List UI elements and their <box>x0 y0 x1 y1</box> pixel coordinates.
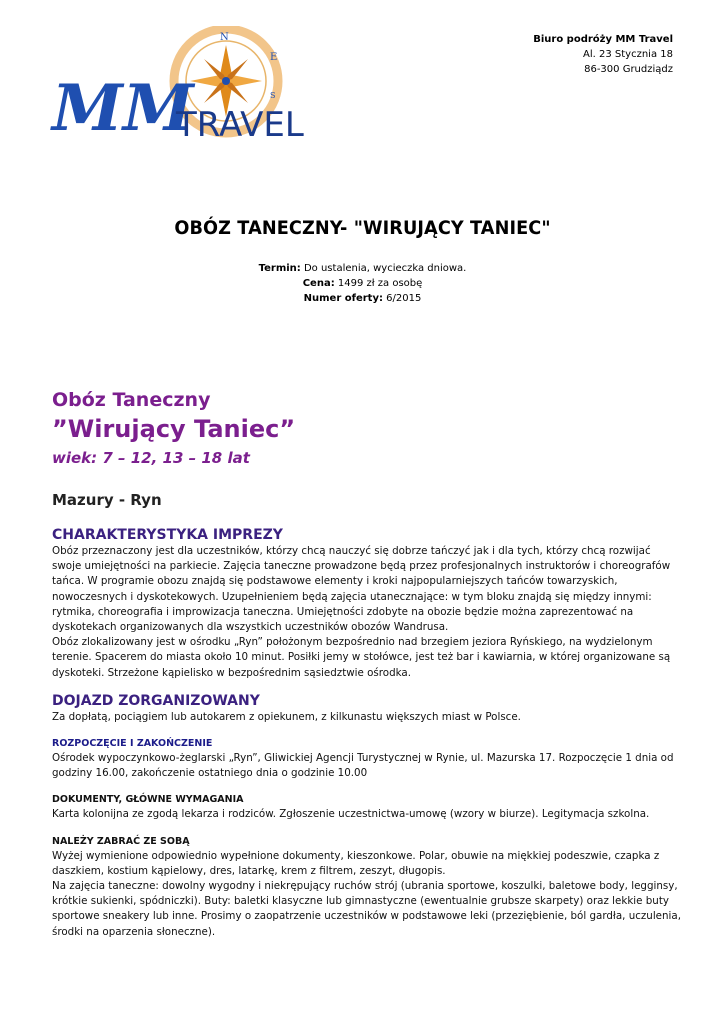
logo-travel-text: TRAVEL <box>176 105 304 144</box>
agency-city: 86-300 Grudziądz <box>584 64 673 75</box>
offer-number-label: Numer oferty: <box>303 293 383 304</box>
location-paragraph: Obóz zlokalizowany jest w ośrodku „Ryn” położonym bezpośrednio nad brzegiem jeziora Ryńskiego, na wydzielonym terenie. Spacerem do miasta około 10 minut. Posiłki jemy w stołówce, jest też bar i kawiarnia, w której organizowane są dyskoteki. Strzeżone kąpielisko w bezpośrednim sąsiedztwie ośrodka. <box>52 636 671 679</box>
age-heading: wiek: 7 – 12, 13 – 18 lat <box>52 449 250 467</box>
mm-travel-logo <box>48 26 308 144</box>
agency-street: Al. 23 Stycznia 18 <box>583 49 673 60</box>
camp-name-heading: ”Wirujący Taniec” <box>52 415 296 443</box>
agency-address <box>533 32 673 77</box>
characteristics-paragraph: Obóz przeznaczony jest dla uczestników, którzy chcą nauczyć się dobrze tańczyć jak i dla tych, którzy chcą rozwijać swoje umiejętności na parkiecie. Zajęcia taneczne prowadzone będą przez profesjonalnych instruktorów i choreografów tańca. W programie obozu znajdą się podstawowe elementy i kroki najpopularniejszych tańców towarzyskich, nowoczesnych i dyskotekowych. Uzupełnieniem będą zajęcia utanecznające: w tym bloku znajdą się między innymi: rytmika, choreografia i improwizacja taneczna. Umiejętności zdobyte na obozie będzie można zaprezentować na dyskotekach organizowanych dla wszystkich uczestników obozów Wandrusa. <box>52 545 671 634</box>
offer-number-value: 6/2015 <box>382 293 422 304</box>
bring-heading: NALEŻY ZABRAĆ ZE SOBĄ <box>52 835 190 847</box>
compass-letter-s: S <box>270 91 276 100</box>
compass-letter-n: N <box>220 32 229 43</box>
term-value: Do ustalenia, wycieczka dniowa. <box>300 263 467 274</box>
price-label: Cena: <box>302 278 335 289</box>
start-end-heading: ROZPOCZĘCIE I ZAKOŃCZENIE <box>52 738 213 750</box>
documents-paragraph: Karta kolonijna ze zgodą lekarza i rodziców. Zgłoszenie uczestnictwa-umowę (wzory w biurze). Legitymacja szkolna. <box>52 808 650 821</box>
price-value: 1499 zł za osobę <box>334 278 423 289</box>
compass-letter-e: E <box>270 52 278 63</box>
offer-content <box>52 526 682 940</box>
dance-gear-paragraph: Na zajęcia taneczne: dowolny wygodny i niekrępujący ruchów strój (ubrania sportowe, koszulki, baletowe body, legginsy, krótkie sukienki, spódniczki). Buty: baletki klasyczne lub gimnastyczne (ewentualnie grubsze skarpety) oraz lekkie buty sportowe sneakery lub inne. Prosimy o zaopatrzenie uczestników w podstawowe leki (przeziębienie, ból gardła, uczulenia, środki na oparzenia słoneczne). <box>52 880 681 938</box>
start-end-paragraph: Ośrodek wypoczynkowo-żeglarski „Ryn”, Gliwickiej Agencji Turystycznej w Rynie, ul. Mazurska 17. Rozpoczęcie 1 dnia od godziny 16.00, zakończenie ostatniego dnia o godzinie 10.00 <box>52 752 674 780</box>
offer-meta <box>0 261 725 306</box>
transport-paragraph: Za dopłatą, pociągiem lub autokarem z opiekunem, z kilkunastu większych miast w Polsce. <box>52 710 521 723</box>
characteristics-heading: CHARAKTERYSTYKA IMPREZY <box>52 527 283 543</box>
bring-paragraph: Wyżej wymienione odpowiednio wypełnione dokumenty, kieszonkowe. Polar, obuwie na miękkiej podeszwie, czapka z daszkiem, kostium kąpielowy, dres, latarkę, krem z filtrem, zeszyt, długopis. <box>52 849 660 877</box>
agency-name: Biuro podróży MM Travel <box>533 34 673 45</box>
document-title: OBÓZ TANECZNY- "WIRUJĄCY TANIEC" <box>174 217 551 239</box>
transport-heading: DOJAZD ZORGANIZOWANY <box>52 692 260 709</box>
location-heading: Mazury - Ryn <box>52 491 162 509</box>
camp-heading: Obóz Taneczny <box>52 389 211 411</box>
term-label: Termin: <box>258 263 301 274</box>
documents-heading: DOKUMENTY, GŁÓWNE WYMAGANIA <box>52 794 244 806</box>
logo-mm-text: MM <box>52 71 194 144</box>
